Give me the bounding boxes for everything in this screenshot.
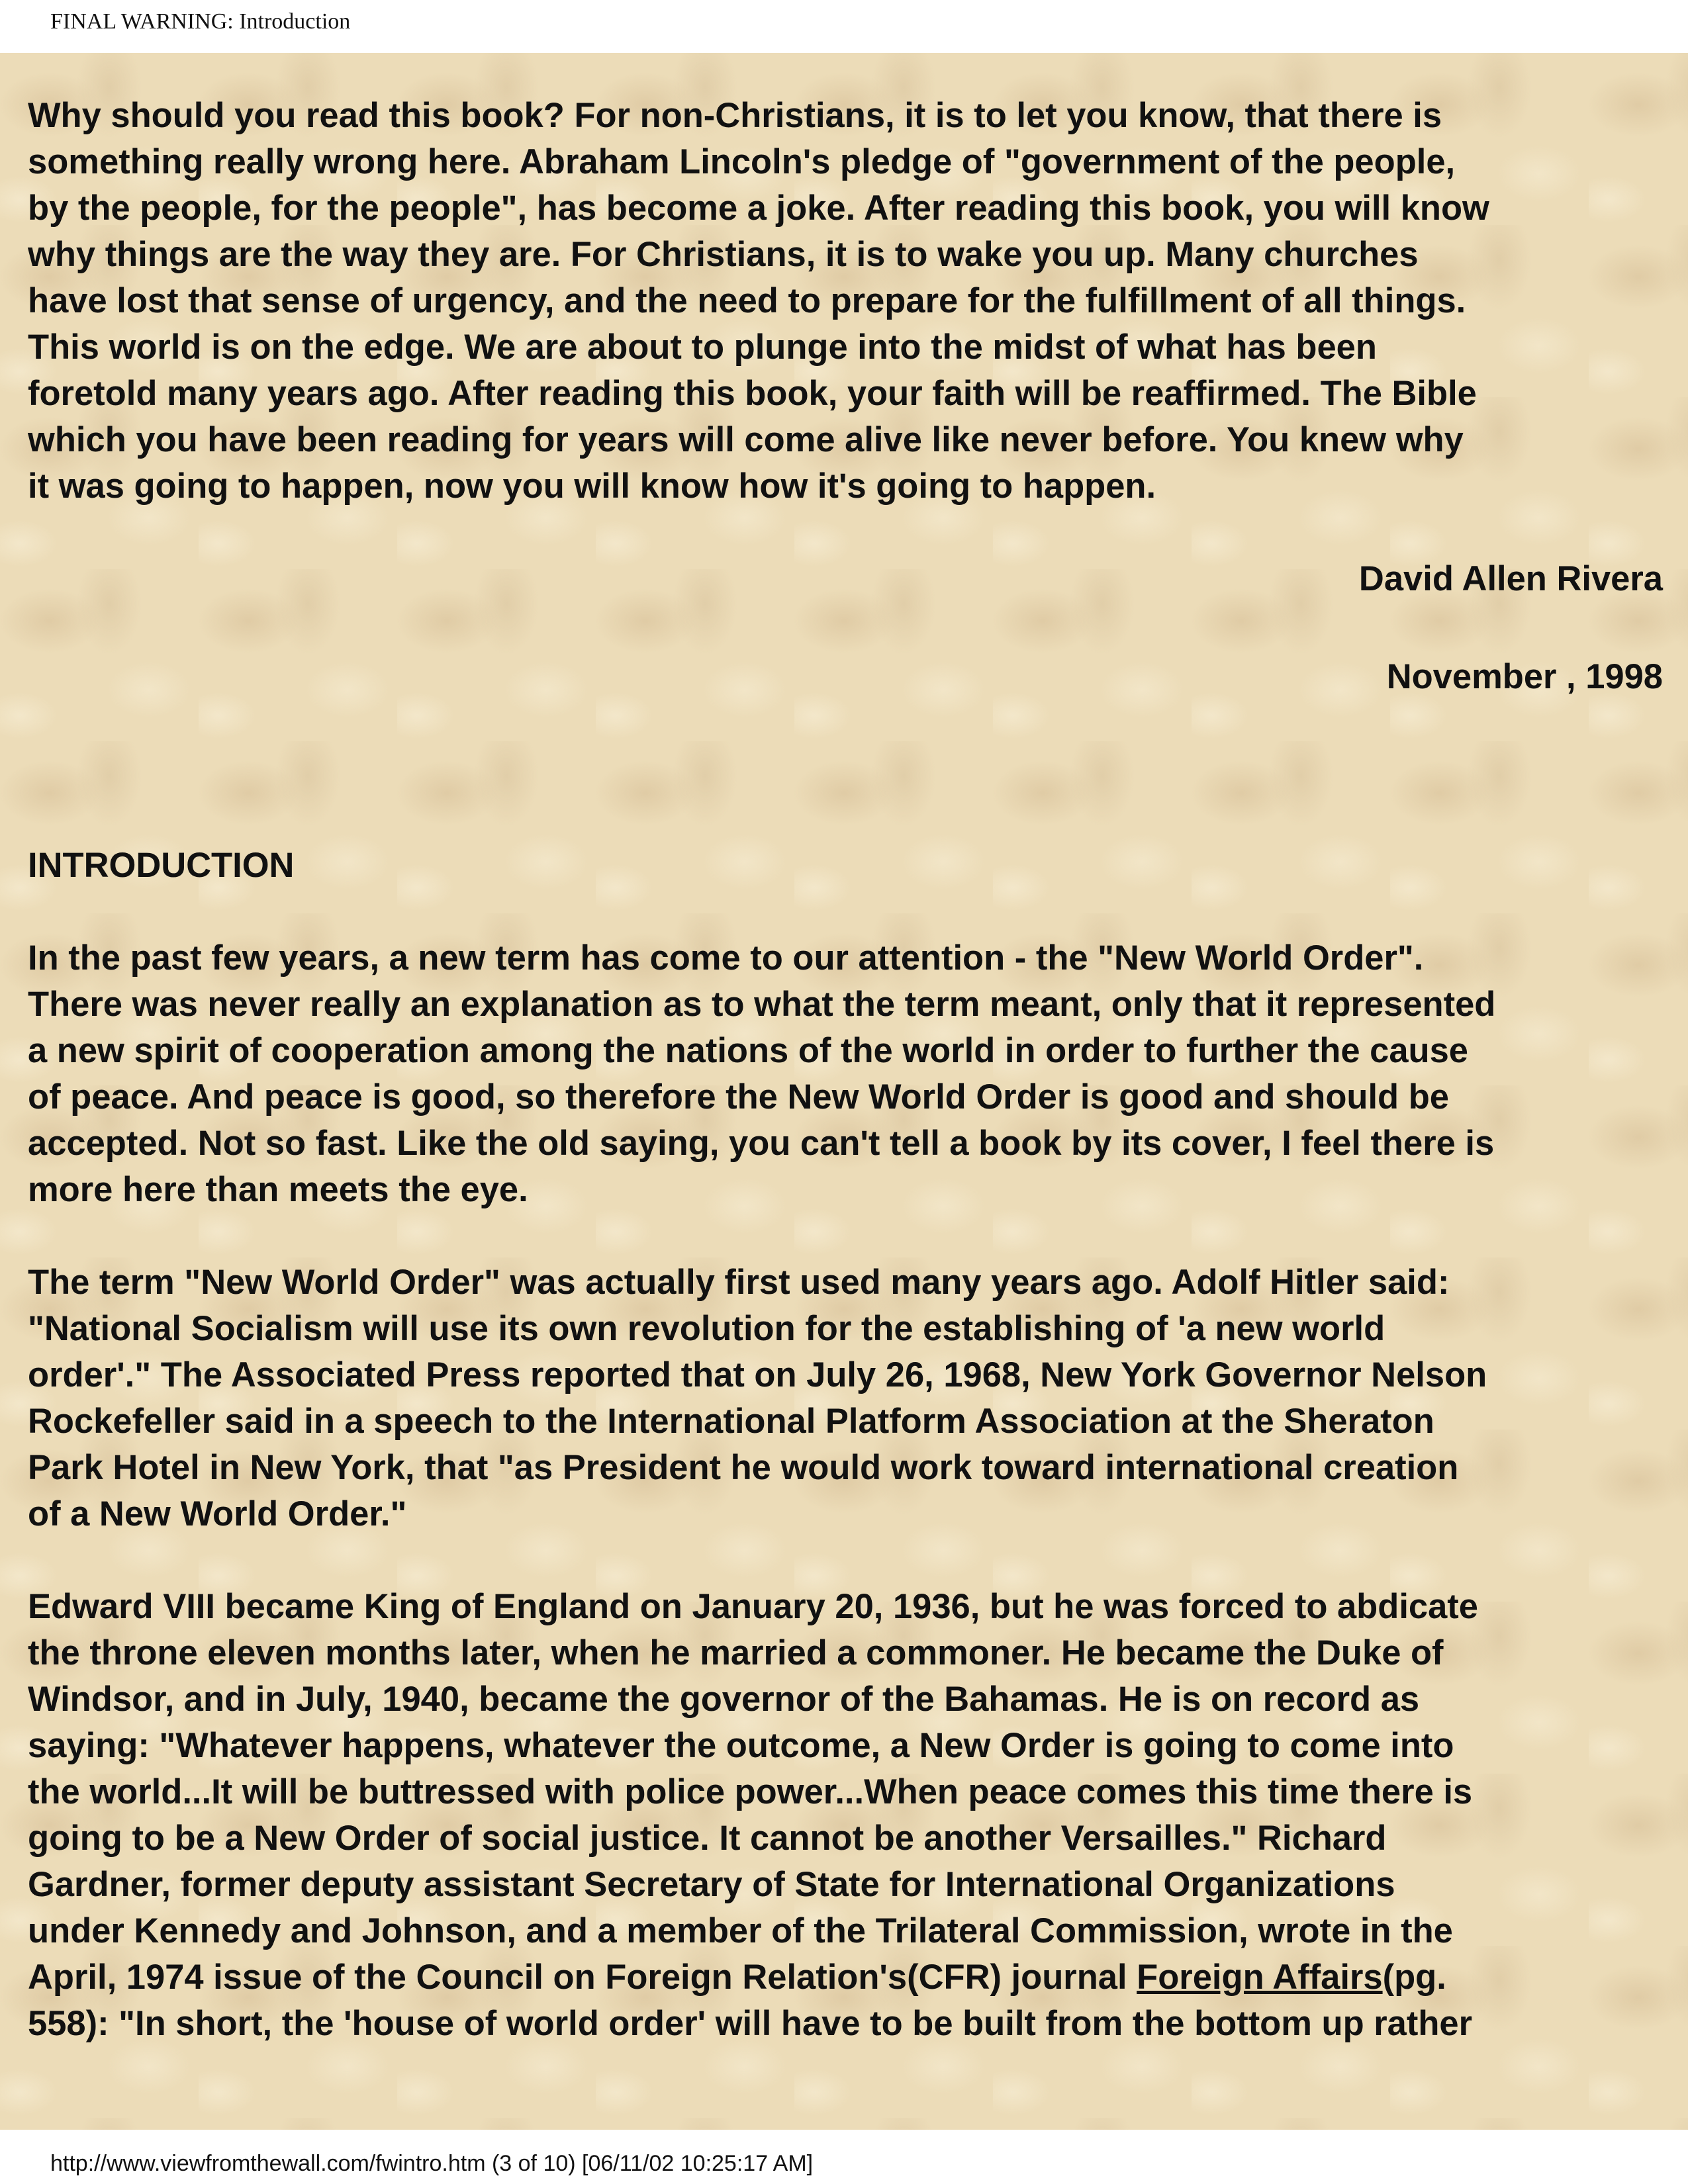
section-heading: INTRODUCTION <box>28 846 295 885</box>
preface-paragraph: Why should you read this book? For non-Christians, it is to let you know, that there is something really wrong here. Abraham Lincoln's pledge of "government of the people, by the people, for the people", has become a joke. After reading this book, you will know why things are the way they are. For Christians, it is to wake you up. Many churches have lost that sense of urgency, and the need to prepare for the fulfillment of all things. This world is on the edge. We are about to plunge into the midst of what has been foretold many years ago. After reading this book, your faith will be reaffirmed. The Bible which you have been reading for years will come alive like never before. You knew why it was going to happen, now you will know how it's going to happen. <box>28 96 1489 506</box>
preface-date: November , 1998 <box>1386 657 1663 696</box>
intro-paragraph-3-text: Edward VIII became King of England on January 20, 1936, but he was forced to abdicate the throne eleven months later, when he married a commoner. He became the Duke of Windsor, and in July, 1940, became the governor of the Bahamas. He is on record as saying: "Whatever happens, whatever the outcome, a New Order is going to come into the world...It will be buttressed with police power...When peace comes this time there is going to be a New Order of social justice. It cannot be another Versailles." Richard Gardner, former deputy assistant Secretary of State for International Organizations under Kennedy and Johnson, and a member of the Trilateral Commission, wrote in the April, 1974 issue of the Council on Foreign Relation's(CFR) journal <box>28 1587 1478 1997</box>
intro-paragraph-3 <box>28 1584 1663 2047</box>
author-signature: David Allen Rivera <box>1358 559 1663 598</box>
document-body <box>28 93 1663 2093</box>
intro-paragraph-1: In the past few years, a new term has come to our attention - the "New World Order". There was never really an explanation as to what the term meant, only that it represented a new spirit of cooperation among the nations of the world in order to further the cause of peace. And peace is good, so therefore the New World Order is good and should be accepted. Not so fast. Like the old saying, you can't tell a book by its cover, I feel there is more here than meets the eye. <box>28 938 1496 1209</box>
intro-paragraph-3-continued: (pg. 558): "In short, the 'house of world order' will have to be built from the bottom up rather <box>28 1958 1473 2043</box>
print-header-title: FINAL WARNING: Introduction <box>50 9 351 34</box>
foreign-affairs-title: Foreign Affairs <box>1137 1958 1383 1997</box>
print-footer-url: http://www.viewfromthewall.com/fwintro.htm (3 of 10) [06/11/02 10:25:17 AM] <box>50 2151 814 2176</box>
intro-paragraph-2: The term "New World Order" was actually first used many years ago. Adolf Hitler said: "National Socialism will use its own revolution for the establishing of 'a new world order'." The Associated Press reported that on July 26, 1968, New York Governor Nelson Rockefeller said in a speech to the International Platform Association at the Sheraton Park Hotel in New York, that "as President he would work toward international creation of a New World Order." <box>28 1263 1487 1533</box>
